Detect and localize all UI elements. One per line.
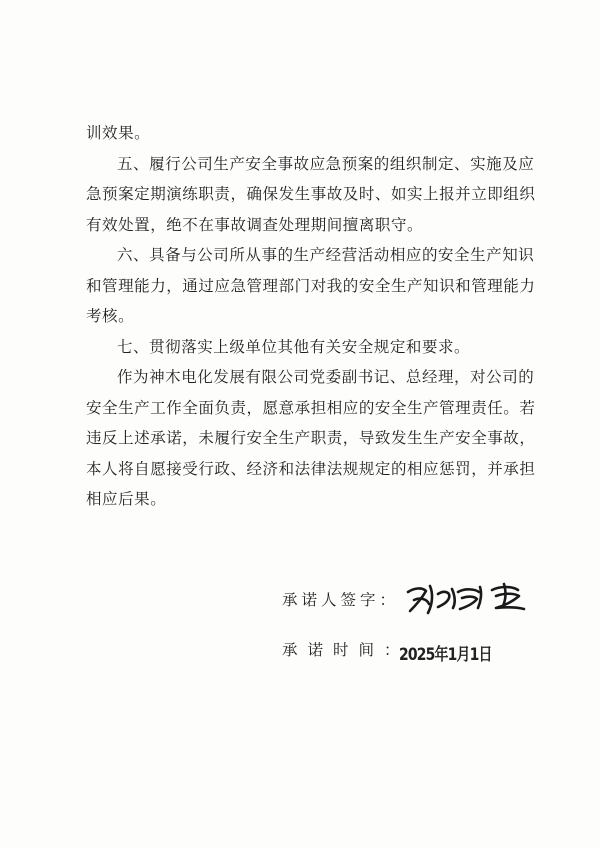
signer-row <box>282 588 399 610</box>
paragraph-line: 和管理能力，通过应急管理部门对我的安全生产知识和管理能力 <box>86 276 536 295</box>
paragraph-line: 本人将自愿接受行政、经济和法律法规规定的相应惩罚，并承担 <box>86 459 536 478</box>
document-body <box>86 118 536 515</box>
paragraph-line: 有效处置，绝不在事故调查处理期间擅离职守。 <box>86 215 424 234</box>
paragraph-line: 安全生产工作全面负责，愿意承担相应的安全生产管理责任。若 <box>86 398 536 417</box>
date-label: 承诺时间： <box>282 641 410 659</box>
date-row <box>282 638 410 660</box>
paragraph-line: 急预案定期演练职责，确保发生事故及时、如实上报并立即组织 <box>86 185 536 203</box>
paragraph-line: 五、履行公司生产安全事故应急预案的组织制定、实施及应 <box>117 154 535 173</box>
paragraph-line: 违反上述承诺，未履行安全生产职责，导致发生生产安全事故， <box>86 429 536 447</box>
date-value: 2025年1月1日 <box>399 645 492 665</box>
paragraph-line: 七、贯彻落实上级单位其他有关安全规定和要求。 <box>117 337 471 356</box>
handwritten-signature <box>400 578 570 618</box>
paragraph-line: 考核。 <box>86 307 135 325</box>
paragraph-line: 相应后果。 <box>86 490 167 508</box>
paragraph-line: 六、具备与公司所从事的生产经营活动相应的安全生产知识 <box>117 246 535 264</box>
paragraph-line: 作为神木电化发展有限公司党委副书记、总经理，对公司的 <box>117 368 535 386</box>
signer-label: 承诺人签字： <box>282 591 400 609</box>
paragraph-line: 训效果。 <box>86 124 151 142</box>
